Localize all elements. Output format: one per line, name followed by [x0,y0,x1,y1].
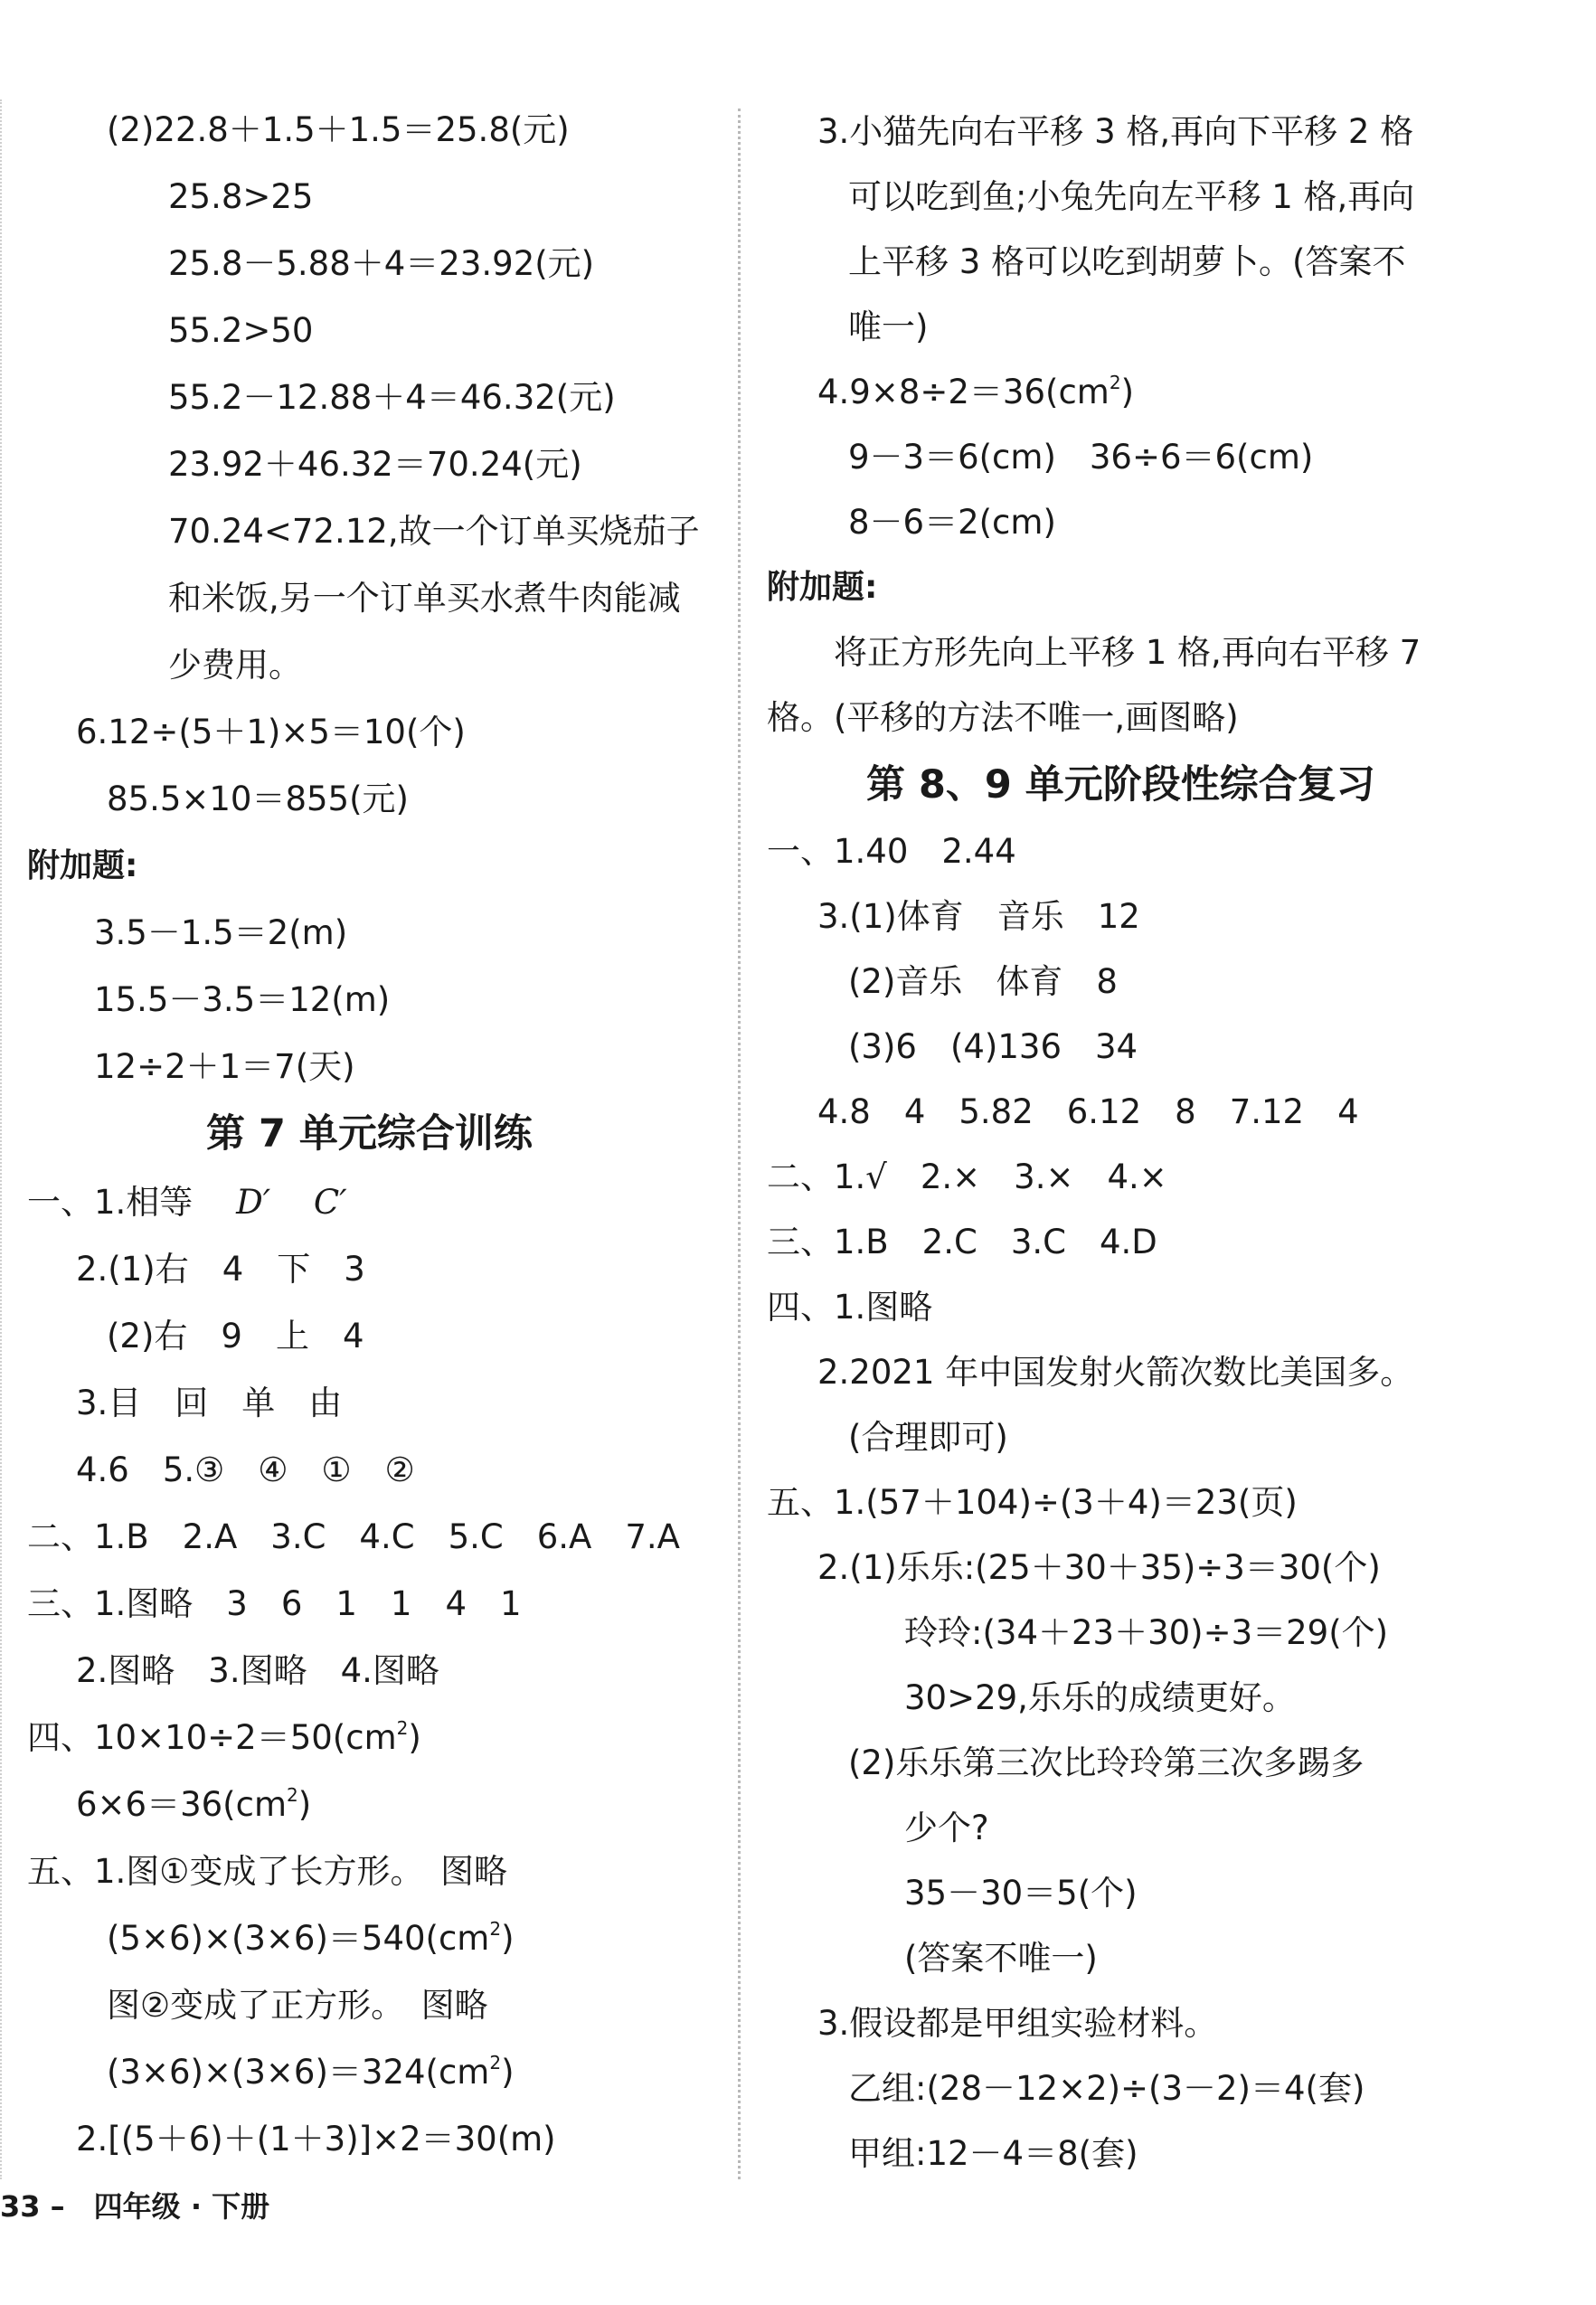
answer-line: 3.(1)体育 音乐 12 [817,897,1140,936]
answer-line: 2.2021 年中国发射火箭次数比美国多。 [817,1353,1414,1392]
answer-line: 2.(1)右 4 下 3 [76,1250,365,1289]
superscript: 2 [286,1784,298,1806]
answer-line: (答案不唯一) [904,1939,1098,1978]
answer-line: 3.目 回 单 由 [76,1384,343,1422]
answer-line: 可以吃到鱼;小兔先向左平移 1 格,再向 [848,177,1415,216]
answer-line: (2)乐乐第三次比玲玲第三次多踢多 [848,1743,1365,1782]
answer-line: 少费用。 [168,646,302,685]
answer-line: 少个? [904,1809,989,1847]
column-divider [738,109,741,2179]
answer-text: (5×6)×(3×6)＝540(cm [107,1919,490,1958]
answer-line: (2)音乐 体育 8 [848,962,1118,1001]
answer-line: 6.12÷(5＋1)×5＝10(个) [76,713,466,751]
answer-line: 甲组:12－4＝8(套) [848,2134,1138,2173]
answer-line [817,369,1134,416]
answer-text: ) [501,2053,515,2092]
point-label: D′ [236,1183,271,1222]
answer-line: 唯一) [848,307,929,346]
answer-text: 4.9×8÷2＝36(cm [817,373,1110,411]
answer-line [27,1715,421,1762]
answer-line: 一、1.40 2.44 [767,832,1016,871]
answer-line: 格。(平移的方法不唯一,画图略) [767,698,1239,737]
answer-text: ) [297,1785,312,1824]
answer-line: 25.8－5.88＋4＝23.92(元) [168,244,595,283]
answer-line: 3.5－1.5＝2(m) [94,913,348,952]
answer-line: 二、1.B 2.A 3.C 4.C 5.C 6.A 7.A [27,1517,680,1556]
answer-line: (2)22.8＋1.5＋1.5＝25.8(元) [107,110,570,149]
answer-line: 23.92＋46.32＝70.24(元) [168,445,582,484]
answer-line: 四、1.图略 [767,1288,933,1327]
answer-line: (3)6 (4)136 34 [848,1027,1138,1066]
answer-line: 五、1.图①变成了长方形。 图略 [27,1852,507,1891]
answer-line [107,2049,515,2096]
answer-text: 一、1.相等 [27,1183,194,1222]
answer-line [76,1781,311,1828]
answer-line: 85.5×10＝855(元) [107,779,409,818]
superscript: 2 [489,2052,502,2074]
answer-line: 和米饭,另一个订单买水煮牛肉能减 [168,579,681,618]
unit-8-9-title: 第 8、9 单元阶段性综合复习 [866,762,1375,808]
answer-line: 70.24<72.12,故一个订单买烧茄子 [168,512,700,551]
answer-line: 2.(1)乐乐:(25＋30＋35)÷3＝30(个) [817,1548,1381,1587]
unit-7-title: 第 7 单元综合训练 [206,1111,533,1157]
answer-line: 9－3＝6(cm) 36÷6＝6(cm) [848,438,1314,477]
superscript: 2 [396,1717,409,1739]
answer-line: 25.8>25 [168,177,314,216]
answer-line: 乙组:(28－12×2)÷(3－2)＝4(套) [848,2069,1365,2108]
answer-line: 55.2>50 [168,311,314,350]
superscript: 2 [489,1918,502,1940]
answer-text: 6×6＝36(cm [76,1785,287,1824]
answer-line: 玲玲:(34＋23＋30)÷3＝29(个) [904,1613,1389,1652]
bonus-heading: 附加题: [767,569,878,606]
answer-line: 3.假设都是甲组实验材料。 [817,2004,1218,2043]
superscript: 2 [1109,372,1121,393]
answer-text: ) [1120,373,1135,411]
answer-line [27,1179,347,1226]
answer-line: 55.2－12.88＋4＝46.32(元) [168,378,616,417]
point-label: C′ [313,1183,347,1222]
answer-line: 上平移 3 格可以吃到胡萝卜。(答案不 [848,242,1406,281]
bonus-heading: 附加题: [27,847,138,884]
answer-line: 35－30＝5(个) [904,1874,1138,1913]
answer-line: 15.5－3.5＝12(m) [94,980,391,1019]
answer-line: 30>29,乐乐的成绩更好。 [904,1678,1296,1717]
answer-text: ) [408,1718,421,1757]
answer-line: 将正方形先向上平移 1 格,再向右平移 7 [834,633,1421,672]
answer-line: 3.小猫先向右平移 3 格,再向下平移 2 格 [817,112,1414,151]
answer-line: (2)右 9 上 4 [107,1317,364,1356]
answer-line: 8－6＝2(cm) [848,503,1056,542]
answer-line: 4.6 5.③ ④ ① ② [76,1450,415,1489]
answer-text: (3×6)×(3×6)＝324(cm [107,2053,490,2092]
answer-line: 12÷2＋1＝7(天) [94,1047,355,1086]
answer-line [107,1915,515,1962]
answer-line: 2.[(5＋6)＋(1＋3)]×2＝30(m) [76,2120,556,2159]
answer-line: 2.图略 3.图略 4.图略 [76,1651,439,1690]
answer-line: 五、1.(57＋104)÷(3＋4)＝23(页) [767,1483,1298,1522]
answer-text: ) [501,1919,515,1958]
left-margin-dots [0,99,2,2179]
answer-line: 三、1.图略 3 6 1 1 4 1 [27,1584,522,1623]
answer-line: 三、1.B 2.C 3.C 4.D [767,1223,1157,1261]
page-footer: 33 – 四年级 · 下册 [0,2189,270,2224]
answer-line: 4.8 4 5.82 6.12 8 7.12 4 [817,1092,1359,1131]
answer-line: (合理即可) [848,1418,1008,1457]
answer-text: 四、10×10÷2＝50(cm [27,1718,397,1757]
answer-line: 图②变成了正方形。 图略 [107,1986,488,2025]
answer-line: 二、1.√ 2.× 3.× 4.× [767,1157,1167,1196]
